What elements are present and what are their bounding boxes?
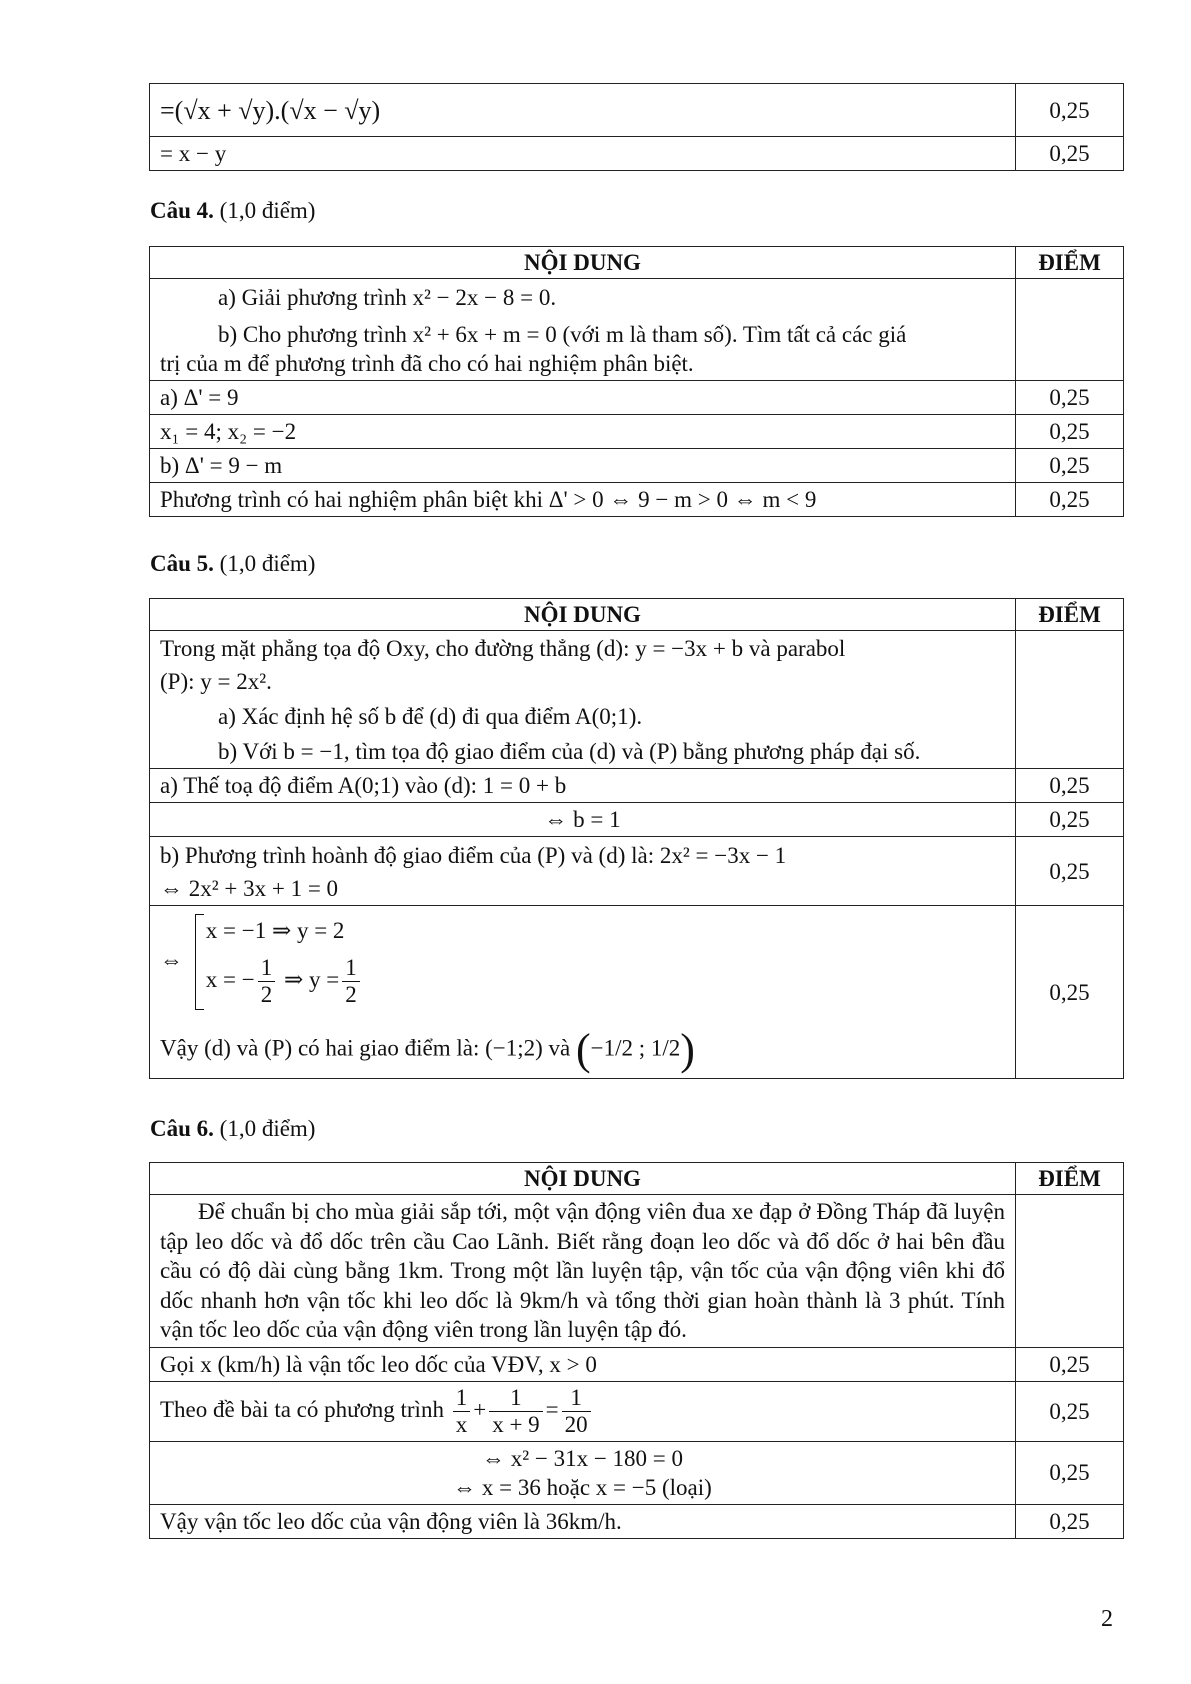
table-row [150, 1347, 1124, 1381]
fraction-num: 1 [489, 1385, 542, 1412]
q5-prompt [150, 631, 1016, 769]
fraction-num: 1 [342, 955, 360, 982]
q5-prompt-b: b) Với b = −1, tìm tọa độ giao điểm của (d) và (P) bằng phương pháp đại số. [218, 739, 921, 764]
q6-score: (1,0 điểm) [219, 1116, 316, 1141]
system-line-2 [206, 955, 363, 1008]
q6-prompt: Để chuẩn bị cho mùa giải sắp tới, một vận động viên đua xe đạp ở Đồng Tháp đã luyện tập leo dốc và đổ dốc trên cầu Cao Lãnh. Biết rằng đoạn leo dốc và đổ dốc ở hai bên đầu cầu có độ dài cùng bằng 1km. Trong một lần luyện tập, vận tốc của vận động viên khi đổ dốc nhanh hơn vận tốc khi leo dốc là 9km/h và tổng thời gian hoàn thành là 3 phút. Tính vận tốc leo dốc của vận động viên trong lần luyện tập đó. [150, 1195, 1016, 1348]
fraction-den: 20 [564, 1411, 588, 1437]
fraction [453, 1385, 471, 1438]
table-row [150, 803, 1124, 837]
row-content-line1: ⇔ x² − 31x − 180 = 0 [481, 1445, 684, 1471]
q4-prompt [150, 279, 1016, 381]
table-row [150, 381, 1124, 415]
table-row [150, 483, 1124, 517]
row-points: 0,25 [1016, 837, 1124, 906]
top-table [149, 83, 1124, 171]
row-points: 0,25 [1016, 483, 1124, 517]
row-points: 0,25 [1016, 415, 1124, 449]
system-line-1: x = −1 ⇒ y = 2 [205, 918, 345, 943]
row-content-line2: ⇔ x = 36 hoặc x = −5 (loại) [453, 1474, 712, 1500]
table-row [150, 1381, 1124, 1441]
header-content: NỘI DUNG [150, 247, 1016, 279]
conclusion [160, 1025, 1005, 1074]
fraction [489, 1385, 542, 1438]
page-number: 2 [1101, 1606, 1113, 1632]
q4-table [149, 246, 1124, 517]
fraction-num: 1 [453, 1385, 471, 1412]
table-row [150, 1504, 1124, 1538]
table-header [150, 599, 1124, 631]
row-content: a) Δ' = 9 [150, 381, 1016, 415]
fraction-den: 2 [260, 982, 273, 1007]
row-content-line2: ⇔ 2x² + 3x + 1 = 0 [160, 876, 339, 901]
row-points: 0,25 [1016, 1347, 1124, 1381]
equation-label: Theo đề bài ta có phương trình [160, 1396, 444, 1422]
q5-title: Câu 5. [150, 551, 214, 576]
table-row [150, 906, 1124, 1079]
header-points: ĐIỂM [1016, 599, 1124, 631]
row-points: 0,25 [1016, 803, 1124, 837]
row-content: x₁ = 4; x₂ = −2 [150, 415, 1016, 449]
row-content-line1: b) Phương trình hoành độ giao điểm của (P) và (d) là: 2x² = −3x − 1 [160, 843, 787, 868]
q4-prompt-b2: trị của m để phương trình đã cho có hai nghiệm phân biệt. [160, 351, 694, 376]
table-header [150, 247, 1124, 279]
row-content: a) Thế toạ độ điểm A(0;1) vào (d): 1 = 0 + b [150, 769, 1016, 803]
table-row [150, 769, 1124, 803]
system-line-2-pre: x = − [205, 966, 255, 992]
row-points: 0,25 [1016, 1504, 1124, 1538]
q5-prompt-2: (P): y = 2x². [160, 669, 272, 694]
fraction-num: 1 [258, 955, 276, 982]
fraction [258, 955, 276, 1008]
q4-score: (1,0 điểm) [219, 198, 316, 223]
row-content: =(√x + √y).(√x − √y) [150, 84, 1016, 137]
conclusion-text: Vậy (d) và (P) có hai giao điểm là: (−1;2) và [160, 1035, 571, 1061]
fraction [342, 955, 360, 1008]
table-row [150, 837, 1124, 906]
row-points: 0,25 [1016, 137, 1124, 171]
header-points: ĐIỂM [1016, 1163, 1124, 1195]
q6-heading [150, 1116, 315, 1142]
header-points: ĐIỂM [1016, 247, 1124, 279]
row-points: 0,25 [1016, 1381, 1124, 1441]
table-row [150, 415, 1124, 449]
row-content [150, 837, 1016, 906]
fraction-num: 1 [562, 1385, 591, 1412]
table-header [150, 1163, 1124, 1195]
fraction-den: 2 [345, 982, 357, 1007]
q4-prompt-a: a) Giải phương trình x² − 2x − 8 = 0. [218, 285, 557, 310]
row-content: Phương trình có hai nghiệm phân biệt khi Δ' > 0 ⇔ 9 − m > 0 ⇔ m < 9 [150, 483, 1016, 517]
q5-prompt-1: Trong mặt phẳng tọa độ Oxy, cho đường thẳng (d): y = −3x + b và parabol [160, 636, 846, 661]
table-row [150, 1195, 1124, 1348]
system-line-2-mid: ⇒ y = [283, 966, 340, 992]
equivalence-icon: ⇔ [160, 947, 183, 973]
table-row [150, 84, 1124, 137]
row-points: 0,25 [1016, 84, 1124, 137]
q5-score: (1,0 điểm) [219, 551, 316, 576]
fraction [562, 1385, 591, 1438]
header-content: NỘI DUNG [150, 1163, 1016, 1195]
header-content: NỘI DUNG [150, 599, 1016, 631]
table-row [150, 631, 1124, 769]
q5-prompt-a: a) Xác định hệ số b để (d) đi qua điểm A(0;1). [218, 704, 643, 729]
row-points: 0,25 [1016, 1441, 1124, 1504]
table-row [150, 1441, 1124, 1504]
row-content [150, 906, 1016, 1079]
row-content: ⇔ b = 1 [150, 803, 1016, 837]
table-row [150, 449, 1124, 483]
conclusion-point: −1/2 ; 1/2 [590, 1035, 681, 1061]
row-points: 0,25 [1016, 381, 1124, 415]
row-points: 0,25 [1016, 449, 1124, 483]
row-points: 0,25 [1016, 906, 1124, 1079]
row-content: Gọi x (km/h) là vận tốc leo dốc của VĐV, x > 0 [150, 1347, 1016, 1381]
row-content: b) Δ' = 9 − m [150, 449, 1016, 483]
row-content: Vậy vận tốc leo dốc của vận động viên là 36km/h. [150, 1504, 1016, 1538]
q6-table [149, 1162, 1124, 1539]
row-points: 0,25 [1016, 769, 1124, 803]
row-content [150, 1441, 1016, 1504]
q4-title: Câu 4. [150, 198, 214, 223]
q6-title: Câu 6. [150, 1116, 214, 1141]
table-row [150, 279, 1124, 381]
row-content: = x − y [150, 137, 1016, 171]
equation-system [160, 914, 1005, 1010]
paren-left-icon: ( [575, 1025, 591, 1074]
paren-right-icon: ) [680, 1025, 695, 1074]
fraction-den: x [455, 1411, 468, 1437]
system-bracket [195, 914, 363, 1010]
q4-heading [150, 198, 315, 224]
table-row [150, 137, 1124, 171]
row-content: Theo đề bài ta có phương trình $\frac{1}{x}$ + $\frac{1}{x + 9}$ = $\frac{1}{20}$ [150, 1381, 1016, 1441]
q5-heading [150, 551, 315, 577]
fraction-den: x + 9 [492, 1411, 540, 1437]
q5-table [149, 598, 1124, 1079]
q4-prompt-b1: b) Cho phương trình x² + 6x + m = 0 (với m là tham số). Tìm tất cả các giá [218, 322, 907, 347]
